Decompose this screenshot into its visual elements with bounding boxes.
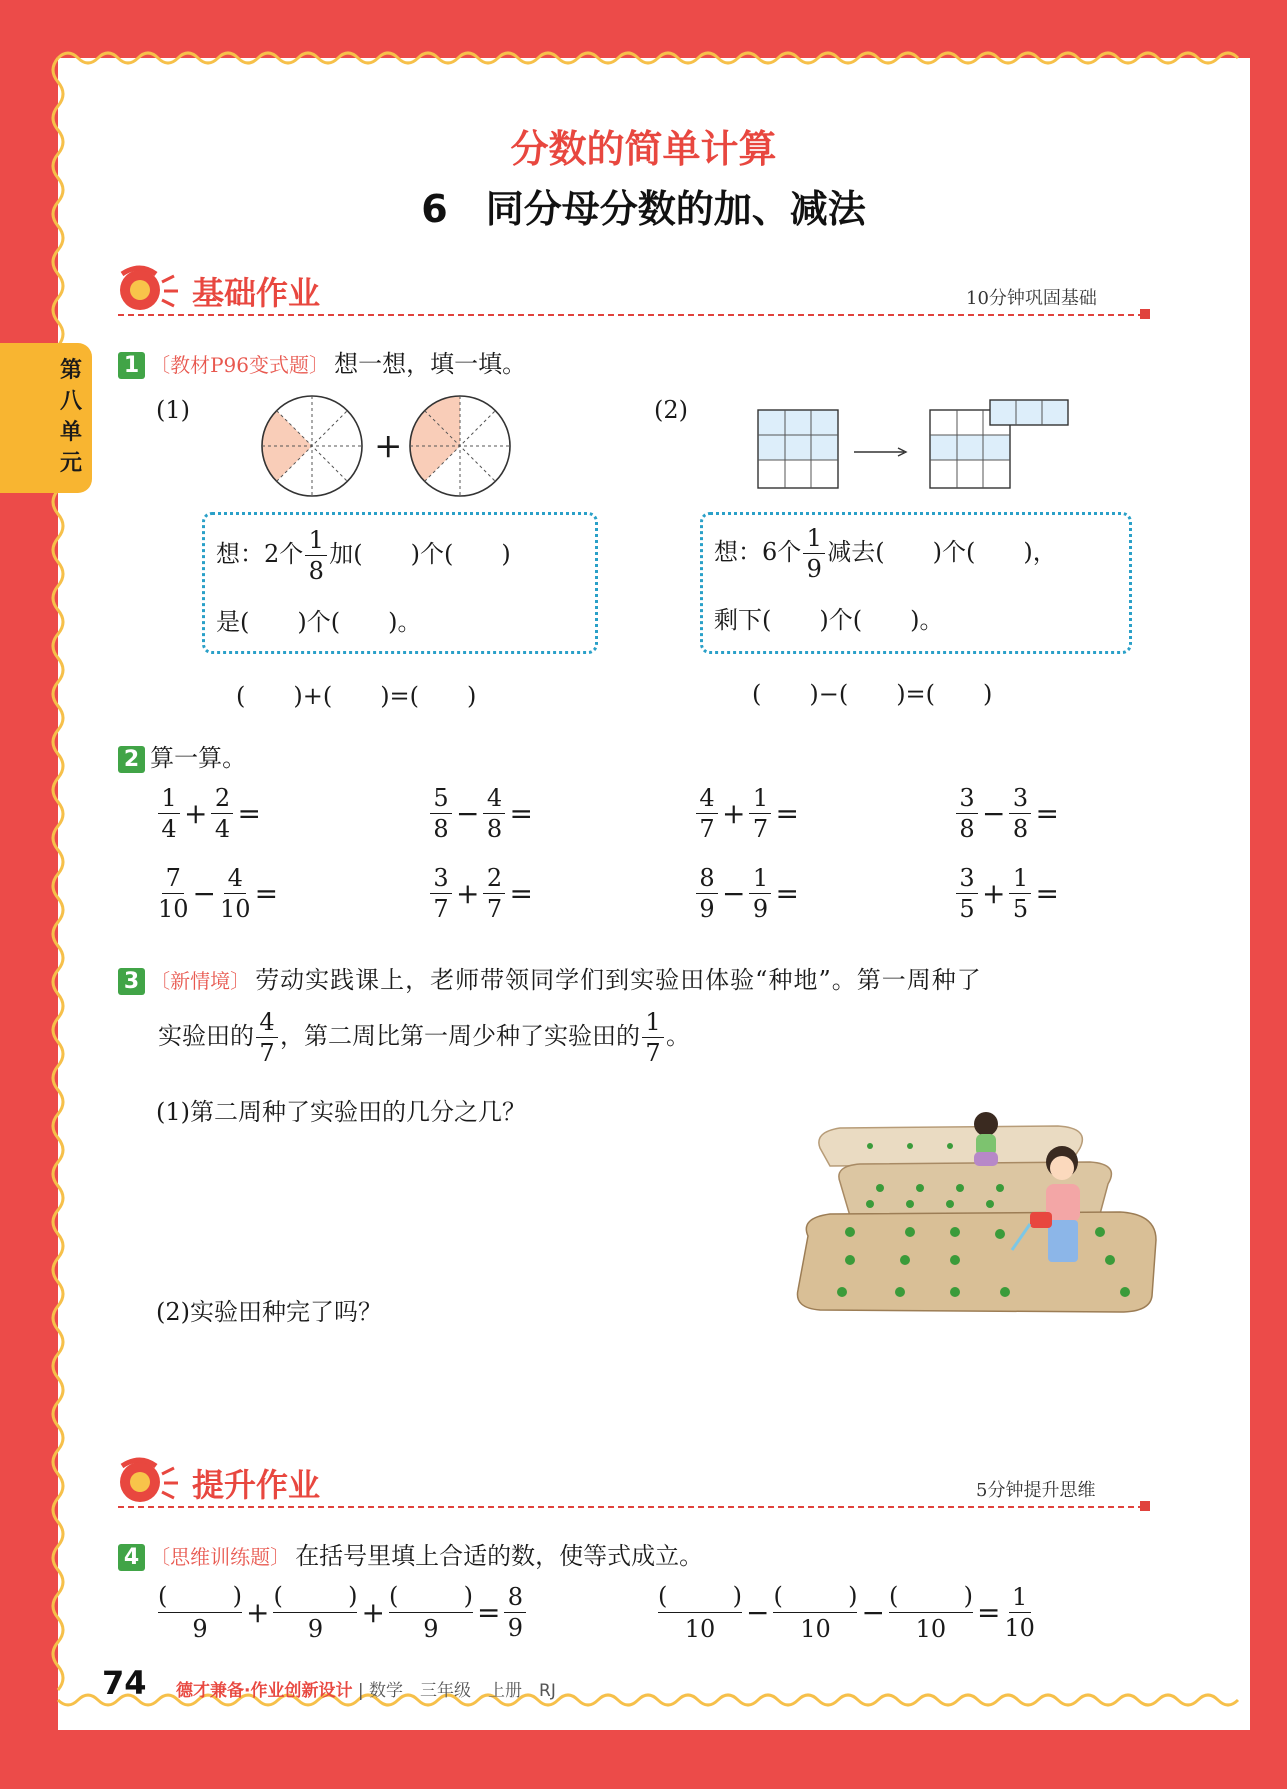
fraction-denominator: 10: [158, 895, 189, 923]
operator: −: [746, 1596, 770, 1629]
blank-fraction[interactable]: ( ) 10: [773, 1582, 858, 1643]
question-number-badge: 3: [118, 968, 145, 995]
part-label: (2): [654, 396, 688, 424]
blank-fraction[interactable]: ( ) 10: [888, 1582, 973, 1643]
farm-field-illustration: [790, 1100, 1160, 1316]
question-number-badge: 4: [118, 1544, 145, 1571]
footer-info: [176, 1676, 556, 1701]
operator: −: [456, 797, 480, 830]
operator: −: [861, 1596, 885, 1629]
fraction-numerator: 1: [1009, 866, 1031, 894]
fraction-denominator: 7: [486, 895, 503, 923]
think-text: 减去( )个( )，: [827, 538, 1057, 566]
side-tab-char: 第: [59, 358, 82, 383]
equals-sign: =: [254, 877, 279, 910]
equation-blanks: ( )−( )=( ): [752, 680, 993, 708]
fraction-denominator: 8: [433, 815, 449, 843]
operator: +: [361, 1596, 385, 1629]
fraction-denominator: 8: [486, 815, 503, 843]
section-note-basic: 10分钟巩固基础: [966, 288, 1097, 309]
sub-question-2: (2)实验田种完了吗？: [156, 1298, 382, 1326]
fraction-denominator: 9: [699, 895, 715, 923]
fraction-denominator: 10: [684, 1615, 716, 1643]
fill-equation-2: [656, 1584, 1037, 1641]
calc-problem: [954, 866, 1061, 921]
blank-fraction[interactable]: ( ) 9: [158, 1582, 242, 1643]
grid-diagrams: [756, 398, 1072, 490]
question-4: [118, 1536, 703, 1571]
section-title-advanced: 提升作业: [192, 1466, 321, 1504]
lesson-title: 6 同分母分数的加、减法: [421, 187, 866, 231]
section-note-advanced: 5分钟提升思维: [976, 1480, 1096, 1501]
question-tag: 〔教材P96变式题〕: [150, 353, 329, 377]
plus-sign: +: [374, 426, 403, 466]
question-2: [118, 738, 246, 773]
equals-sign: =: [775, 877, 799, 910]
fraction-numerator: 1: [749, 786, 771, 814]
side-tab-char: 单: [59, 420, 82, 445]
operator: +: [722, 797, 746, 830]
fraction-denominator: 5: [1012, 895, 1029, 923]
fraction-numerator: 5: [430, 786, 452, 814]
fraction-numerator: 3: [1009, 786, 1031, 814]
equals-sign: =: [509, 877, 533, 910]
operator: +: [982, 877, 1006, 910]
question-text: 在括号里填上合适的数，使等式成立。: [295, 1542, 704, 1570]
fraction-denominator: 7: [699, 815, 715, 843]
question-number-badge: 2: [118, 746, 145, 773]
equals-sign: =: [476, 1596, 501, 1629]
fraction-denominator: 7: [645, 1039, 661, 1067]
equals-sign: =: [775, 797, 799, 830]
question-text: 算一算。: [150, 744, 247, 772]
section-divider: [118, 1506, 1144, 1508]
footer-book-info: 数学 三年级 上册 RJ: [369, 1681, 556, 1701]
equals-sign: =: [976, 1596, 1001, 1629]
think-text: 想：2个: [216, 540, 304, 568]
fraction-denominator: 9: [806, 555, 822, 583]
fraction-denominator: 10: [220, 895, 251, 923]
calc-problem: [428, 866, 535, 921]
fraction-denominator: 4: [161, 815, 177, 843]
fraction-denominator: 7: [259, 1039, 275, 1067]
question-tag: 〔思维训练题〕: [150, 1545, 291, 1569]
fraction-numerator: 1: [803, 526, 825, 554]
think-text: 想：6个: [714, 538, 802, 566]
footer-separator: |: [357, 1681, 364, 1701]
question-text: 想一想，填一填。: [334, 350, 527, 378]
side-tab-char: 八: [59, 389, 82, 414]
question-text: ，第二周比第一周少种了实验田的: [280, 1022, 640, 1050]
fraction-numerator: 2: [483, 866, 505, 894]
calc-problem: [156, 866, 280, 921]
trumpet-icon: [116, 1456, 180, 1508]
fraction-denominator: 9: [423, 1615, 439, 1643]
operator: +: [184, 797, 208, 830]
question-text: 实验田的: [158, 1022, 254, 1050]
fraction-denominator: 9: [507, 1614, 524, 1642]
think-line: [216, 528, 511, 583]
fraction-denominator: 10: [1004, 1614, 1035, 1642]
blank-fraction[interactable]: ( ) 9: [273, 1582, 358, 1643]
question-3: [118, 960, 982, 995]
think-line-2: 剩下( )个( )。: [714, 606, 944, 634]
question-tag: 〔新情境〕: [150, 969, 251, 993]
fraction-numerator: 2: [211, 786, 233, 814]
question-number-badge: 1: [118, 352, 145, 379]
equation-blanks: ( )+( )=( ): [236, 682, 477, 710]
fill-equation-1: [156, 1584, 528, 1641]
fraction-numerator: 1: [642, 1010, 664, 1038]
divider-end-marker: [1140, 1501, 1150, 1511]
fraction-denominator: 8: [959, 815, 975, 843]
section-title-basic: 基础作业: [192, 274, 321, 312]
fraction-numerator: 8: [696, 866, 718, 894]
trumpet-icon: [116, 264, 180, 316]
equals-sign: =: [1035, 797, 1059, 830]
question-text: 劳动实践课上，老师带领同学们到实验田体验“种地”。第一周种了: [255, 966, 982, 994]
fraction-numerator: 3: [956, 786, 978, 814]
blank-fraction[interactable]: ( ) 10: [658, 1582, 742, 1643]
fraction-denominator: 8: [308, 557, 324, 585]
fraction-numerator: 7: [162, 866, 184, 894]
fraction-numerator: 8: [504, 1585, 526, 1613]
operator: +: [456, 877, 480, 910]
side-tab-char: 元: [59, 451, 82, 476]
calc-problem: [428, 786, 535, 841]
fraction-denominator: 4: [214, 815, 231, 843]
question-text: 。: [666, 1022, 690, 1050]
part-label: (1): [156, 396, 190, 424]
think-line-2: 是( )个( )。: [216, 608, 422, 636]
fraction-numerator: 3: [956, 866, 978, 894]
calc-problem: [954, 786, 1061, 841]
operator: −: [722, 877, 746, 910]
footer-brand: 德才兼备·作业创新设计: [176, 1681, 353, 1701]
fraction-numerator: 1: [158, 786, 180, 814]
fraction-numerator: 1: [1009, 1585, 1031, 1613]
equals-sign: =: [1035, 877, 1059, 910]
equals-sign: =: [237, 797, 261, 830]
operator: −: [982, 797, 1006, 830]
think-text: 加( )个( ): [329, 540, 511, 568]
fraction-numerator: 1: [305, 528, 327, 556]
side-tab-unit: [0, 343, 92, 493]
fraction-denominator: 9: [192, 1615, 208, 1643]
fraction-denominator: 10: [800, 1615, 831, 1643]
equals-sign: =: [509, 797, 533, 830]
blank-fraction[interactable]: ( ) 9: [388, 1582, 473, 1643]
fraction-numerator: 4: [483, 786, 505, 814]
fraction-denominator: 7: [433, 895, 449, 923]
question-1: [118, 344, 526, 379]
fraction-denominator: 9: [307, 1615, 324, 1643]
fraction-numerator: 4: [224, 866, 246, 894]
fraction-denominator: 5: [959, 895, 975, 923]
fraction-denominator: 7: [752, 815, 769, 843]
calc-problem: [156, 786, 263, 841]
fraction-denominator: 10: [915, 1615, 947, 1643]
fraction-numerator: 4: [696, 786, 718, 814]
operator: +: [246, 1596, 270, 1629]
operator: −: [192, 877, 217, 910]
divider-end-marker: [1140, 309, 1150, 319]
calc-problem: [694, 866, 801, 921]
sub-question-1: (1)第二周种了实验田的几分之几？: [156, 1098, 526, 1126]
question-3-line-2: [158, 1010, 690, 1065]
section-divider: [118, 314, 1144, 316]
fraction-denominator: 8: [1012, 815, 1029, 843]
think-line: [714, 526, 1057, 581]
fraction-denominator: 9: [752, 895, 769, 923]
fraction-numerator: 4: [256, 1010, 278, 1038]
page-number: 74: [102, 1664, 147, 1702]
fraction-numerator: 3: [430, 866, 452, 894]
fraction-numerator: 1: [749, 866, 771, 894]
page-title: 分数的简单计算: [510, 127, 777, 171]
calc-problem: [694, 786, 801, 841]
